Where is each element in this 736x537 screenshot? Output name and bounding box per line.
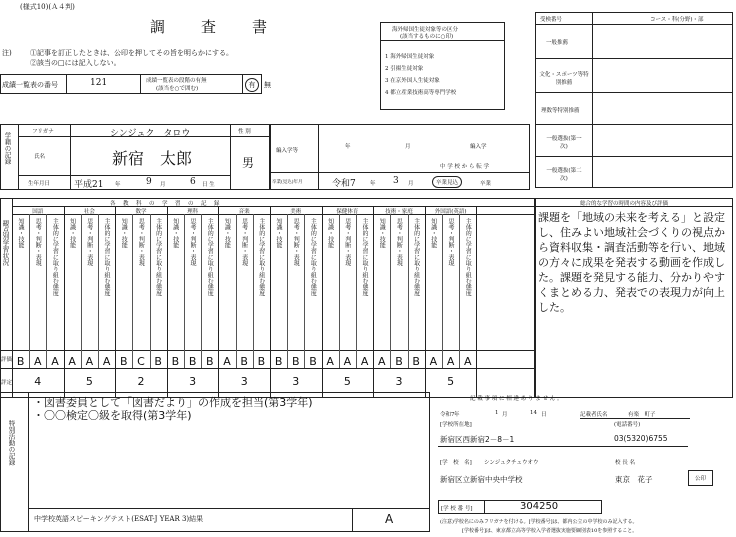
- subject-name: 数学: [135, 209, 147, 215]
- birth-label: 生年月日: [28, 181, 51, 187]
- furigana-label: フリガナ: [32, 129, 54, 135]
- list-mark-yes: 有: [245, 78, 259, 92]
- viewpoint-label: 知識・技能: [326, 218, 334, 248]
- enroll-month: 月: [405, 144, 411, 150]
- subject-name: 保健体育: [336, 209, 359, 215]
- viewpoint-grade: B: [16, 355, 25, 368]
- categories-title: 海外帰国生徒対象等の区分: [392, 27, 459, 33]
- cert-date-day-unit: 日: [541, 412, 547, 418]
- list-mark-no: 無: [264, 81, 271, 89]
- reception-label: 受検番号: [540, 17, 563, 23]
- viewpoint-grade: B: [188, 355, 197, 368]
- esat-result: A: [385, 512, 394, 526]
- viewpoint-label: 思考・判断・表現: [240, 218, 248, 266]
- viewpoint-grade: A: [360, 355, 369, 368]
- school-kana: シンジュクチュウオウ: [484, 460, 539, 466]
- footnote-2: [学校番号]は、東京都立高等学校入学者選抜実施要綱別表10を参照すること。: [462, 528, 638, 534]
- row-label-grade: 評価: [1, 357, 13, 363]
- viewpoint-grade: C: [137, 355, 145, 368]
- subject-name: 国語: [32, 209, 44, 215]
- viewpoint-grade: A: [464, 355, 472, 368]
- category-item: 4 都立産業技術高等専門学校: [385, 90, 457, 96]
- subject-rating: 3: [395, 375, 403, 388]
- subject-name: 技術・家庭: [385, 209, 413, 215]
- categories-subtitle: (該当するものに○印): [400, 34, 454, 40]
- subject-rating: 5: [85, 375, 93, 388]
- viewpoint-label: 知識・技能: [275, 218, 282, 248]
- grades-section-header: 各 教 科 の 学 習 の 記 録: [110, 201, 221, 207]
- note-2: ②該当の□には記入しない。: [30, 59, 121, 67]
- subject-rating: 3: [240, 375, 248, 388]
- birth-day-unit: 日 生: [202, 182, 215, 188]
- viewpoint-grade: B: [395, 355, 403, 368]
- category-item: 2 引揚生徒対象: [385, 66, 424, 72]
- grad-done: 卒業: [480, 181, 492, 187]
- phone-label: (電話番号): [614, 422, 641, 428]
- school-address: 新宿区西新宿2－8－1: [440, 435, 515, 444]
- viewpoint-grade: B: [171, 355, 180, 368]
- cert-date-month-unit: 月: [502, 412, 508, 418]
- subject-name: 外国語(英語): [434, 209, 467, 215]
- viewpoint-grade: B: [412, 355, 420, 368]
- reception-row: 一般選抜(第一次): [546, 136, 582, 150]
- viewpoint-label: 知識・技能: [171, 218, 179, 248]
- integrated-header: 総合的な学習の時間の内容及び評価: [580, 201, 669, 207]
- principal-label: 校 長 名: [615, 460, 635, 466]
- school-number: 304250: [520, 501, 559, 512]
- viewpoint-label: 知識・技能: [17, 218, 24, 248]
- viewpoint-label: 思考・判断・表現: [137, 218, 145, 266]
- writer-label: 記載者氏名: [580, 412, 608, 418]
- viewpoint-grade: A: [378, 355, 386, 368]
- name-label: 氏名: [34, 154, 46, 160]
- viewpoint-grade: B: [274, 355, 283, 368]
- viewpoint-label: 思考・判断・表現: [34, 218, 42, 266]
- cert-date-month: 1: [495, 410, 499, 416]
- viewpoint-label: 主体的に学習に取り組む態度: [103, 218, 110, 296]
- subject-rating: 2: [137, 375, 145, 388]
- viewpoint-label: 主体的に学習に取り組む態度: [309, 218, 317, 296]
- course-label: コース・科(分野)・部: [650, 17, 704, 23]
- note-1: ①記事を訂正したときは、公印を押してその旨を明らかにする。: [30, 49, 233, 57]
- address-label: [学校所在地]: [440, 422, 472, 428]
- cert-date-day: 14: [530, 410, 537, 416]
- birth-month-unit: 月: [160, 182, 166, 188]
- viewpoint-label: 知識・技能: [120, 218, 128, 248]
- principal-name: 東京 花子: [615, 475, 653, 484]
- viewpoint-grade: A: [51, 355, 59, 368]
- reception-row: 文化・スポーツ等特別推薦: [539, 72, 589, 86]
- enroll-kind: 編入学: [470, 144, 487, 150]
- viewpoint-grade: A: [68, 355, 76, 368]
- birth-year-unit: 年: [115, 182, 121, 188]
- row-label-eval: 観点別学習状況: [1, 220, 10, 266]
- enroll-transfer: 中 学 校 か ら 転 学: [440, 164, 489, 170]
- viewpoint-label: 知識・技能: [378, 218, 386, 248]
- certification-statement: 記 載 事 項 に 相 違 あ り ま せ ん 。: [470, 396, 563, 402]
- enroll-year: 年: [345, 144, 351, 150]
- gender-label: 性 別: [238, 129, 251, 135]
- student-side-label: 学籍の記録: [3, 132, 12, 165]
- viewpoint-grade: A: [429, 355, 438, 368]
- subject-name: 美術: [290, 209, 302, 215]
- subject-rating: 4: [34, 375, 42, 388]
- viewpoint-grade: B: [240, 355, 248, 368]
- reception-row: 一般推薦: [546, 40, 569, 46]
- viewpoint-label: 思考・判断・表現: [85, 218, 93, 266]
- viewpoint-grade: A: [102, 355, 111, 368]
- school-phone: 03(5320)6755: [614, 434, 668, 443]
- subject-name: 理科: [187, 209, 199, 215]
- viewpoint-grade: A: [223, 355, 231, 368]
- integrated-text: 課題を「地域の未来を考える」と設定し、住みよい地域社会づくりの視点から資料収集・調査活動等を行い、地域の方々に成果を発表する動画を作成した。課題を発見する能力、分かりやすくまとめる力、発表での表現力が向上した。: [538, 211, 725, 314]
- subject-name: 音楽: [238, 209, 250, 215]
- list-number: 121: [90, 78, 108, 88]
- grad-era: 令和7: [332, 179, 356, 189]
- viewpoint-label: 主体的に学習に取り組む態度: [412, 218, 420, 296]
- esat-label: 中学校英語スピーキングテスト(ESAT-J YEAR 3)結果: [34, 515, 204, 523]
- viewpoint-label: 主体的に学習に取り組む態度: [464, 218, 472, 296]
- student-name: 新宿 太郎: [112, 149, 193, 168]
- viewpoint-label: 思考・判断・表現: [447, 218, 454, 266]
- grad-status: 卒業見込: [432, 176, 462, 188]
- special-line-2: ・〇〇検定〇級を取得(第3学年): [33, 409, 192, 422]
- viewpoint-label: 知識・技能: [429, 218, 437, 248]
- cert-date-year-unit: 年: [454, 412, 460, 418]
- viewpoint-label: 主体的に学習に取り組む態度: [51, 218, 59, 296]
- school-name: 新宿区立新宿中央中学校: [440, 475, 523, 484]
- viewpoint-label: 思考・判断・表現: [395, 218, 403, 266]
- list-number-label: 成績一覧表の番号: [2, 81, 58, 89]
- viewpoint-label: 知識・技能: [68, 218, 76, 248]
- cert-date-era: 令和7: [440, 412, 455, 418]
- subject-name: 社会: [83, 209, 95, 215]
- viewpoint-grade: A: [446, 355, 455, 368]
- viewpoint-label: 思考・判断・表現: [343, 218, 351, 266]
- viewpoint-grade: B: [257, 355, 266, 368]
- school-name-label: [学 校 名]: [440, 460, 472, 466]
- viewpoint-grade: A: [85, 355, 94, 368]
- enroll-label: 編入学等: [276, 148, 299, 154]
- list-mark-sub: (該当を○で囲む): [156, 86, 199, 92]
- list-mark-label: 成績一覧表の段階の有無: [146, 78, 207, 84]
- grad-month-unit: 月: [408, 181, 414, 187]
- viewpoint-grade: B: [154, 355, 162, 368]
- special-line-1: ・図書委員として「図書だより」の作成を担当(第3学年): [33, 396, 313, 409]
- school-number-label: [学 校 番 号]: [441, 506, 473, 512]
- reception-row: 一般選抜(第二次): [546, 168, 582, 182]
- official-seal: 公印: [688, 470, 713, 486]
- reception-row: 理数等特別推薦: [541, 108, 580, 114]
- viewpoint-grade: B: [206, 355, 214, 368]
- footnote-1: (注意)学校名にのみフリガナを付ける。[学校番号]は、都内公立の中学校のみ記入する。: [440, 519, 638, 525]
- grad-label: 卒業(見込)年月: [272, 180, 303, 185]
- viewpoint-label: 思考・判断・表現: [292, 218, 300, 266]
- subject-rating: 5: [343, 375, 351, 388]
- viewpoint-grade: A: [34, 355, 42, 368]
- grad-year-unit: 年: [370, 181, 376, 187]
- form-label: (様式10)(Ａ４判): [20, 3, 75, 11]
- gender: 男: [242, 156, 255, 170]
- viewpoint-grade: B: [292, 355, 300, 368]
- viewpoint-label: 知識・技能: [223, 218, 231, 248]
- birth-day: 6: [190, 177, 196, 187]
- viewpoint-label: 思考・判断・表現: [189, 218, 196, 266]
- category-item: 1 海外帰国生徒対象: [385, 54, 435, 60]
- viewpoint-label: 主体的に学習に取り組む態度: [257, 218, 265, 296]
- subject-rating: 3: [189, 375, 197, 388]
- viewpoint-grade: A: [326, 355, 334, 368]
- subject-rating: 5: [447, 375, 455, 388]
- grad-month: 3: [393, 176, 399, 186]
- viewpoint-label: 主体的に学習に取り組む態度: [206, 218, 214, 296]
- viewpoint-grade: A: [343, 355, 352, 368]
- viewpoint-grade: B: [309, 355, 317, 368]
- special-side-label: 特別活動の記録: [7, 420, 16, 466]
- row-label-rating: 評定: [1, 380, 13, 386]
- viewpoint-grade: B: [120, 355, 128, 368]
- birth-era: 平成21: [74, 180, 104, 190]
- birth-month: 9: [146, 177, 152, 187]
- viewpoint-label: 主体的に学習に取り組む態度: [154, 218, 162, 296]
- subject-rating: 3: [292, 375, 300, 388]
- notes-label: 注): [2, 49, 12, 57]
- viewpoint-label: 主体的に学習に取り組む態度: [361, 218, 368, 296]
- furigana: シンジュク タロウ: [110, 129, 191, 139]
- category-item: 3 在京外国人生徒対象: [385, 78, 440, 84]
- writer-name: 有楽 町子: [628, 412, 656, 418]
- document-title: 調 査 書: [150, 18, 270, 36]
